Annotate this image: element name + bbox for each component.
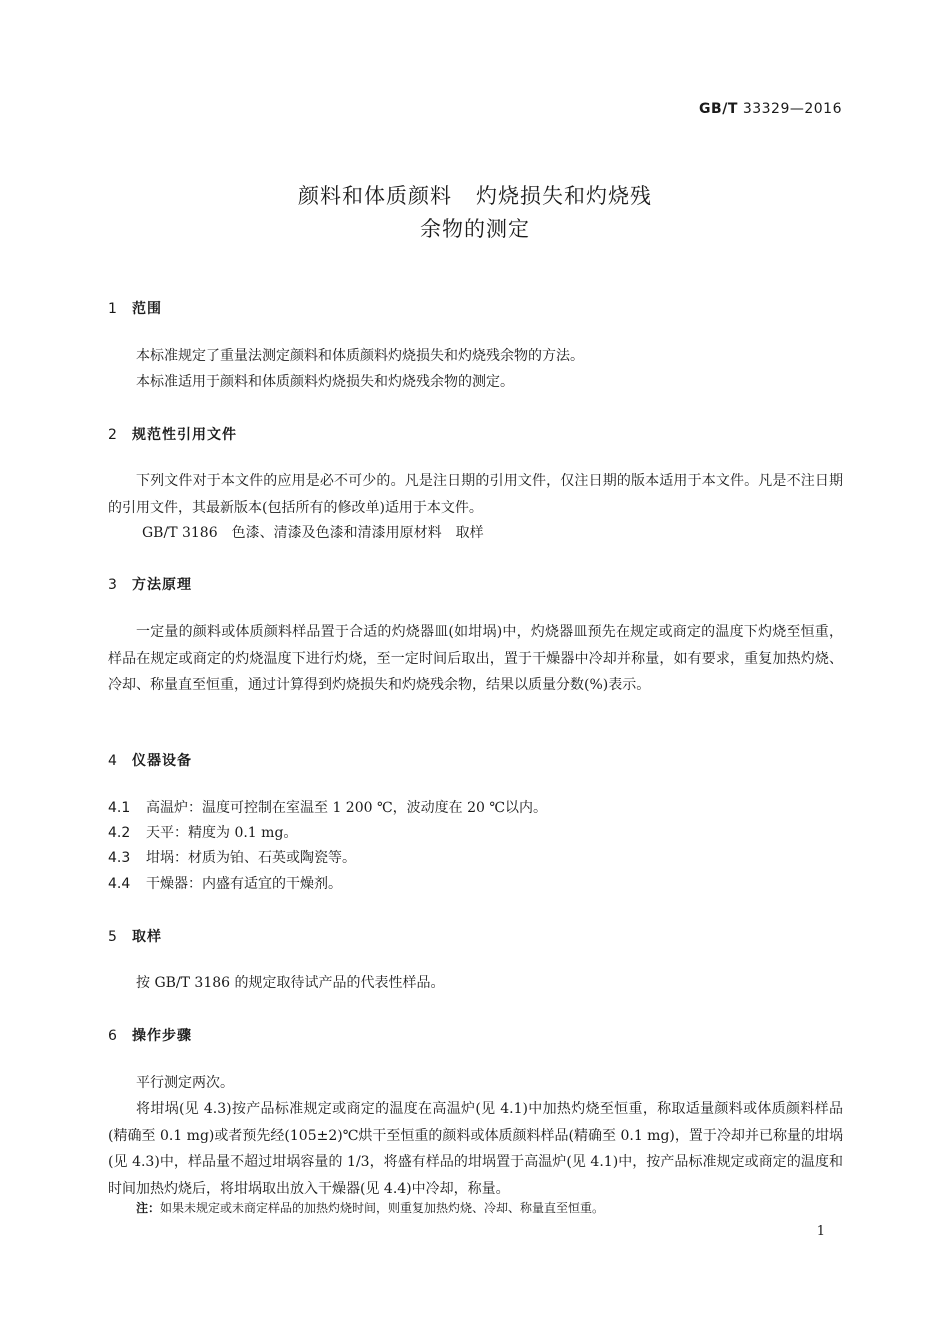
note xyxy=(136,1199,604,1216)
title-line-2: 余物的测定 xyxy=(420,217,530,241)
section-4-heading xyxy=(108,750,192,770)
section-1-heading xyxy=(108,298,162,318)
section-title: 规范性引用文件 xyxy=(132,427,237,443)
section-number: 4 xyxy=(108,753,118,769)
section-number: 1 xyxy=(108,301,118,317)
reference-title: 色漆、清漆及色漆和清漆用原材料 xyxy=(231,525,442,541)
section-title: 仪器设备 xyxy=(132,753,192,769)
section-1-paragraph-1: 本标准规定了重量法测定颜料和体质颜料灼烧损失和灼烧残余物的方法。 xyxy=(136,348,584,364)
standard-code-prefix: GB/T xyxy=(699,101,738,117)
section-6-paragraph-2: 将坩埚(见 4.3)按产品标准规定或商定的温度在高温炉(见 4.1)中加热灼烧至恒重，称取适量颜料或体质颜料样品(精确至 0.1 mg)或者预先经(105±2)℃烘干至恒重的颜料或体质颜料样品(精确至 0.1 mg)，置于冷却并已称量的坩埚(见 4.3)中，样品量不超过坩埚容量的 1/3，将盛有样品的坩埚置于高温炉(见 4.1)中，按产品标准规定或商定的温度和时间加热灼烧后，将坩埚取出放入干燥器(见 4.4)中冷却，称量。 xyxy=(108,1101,843,1197)
item-text: 干燥器：内盛有适宜的干燥剂。 xyxy=(146,876,342,892)
section-6-heading xyxy=(108,1025,192,1045)
section-2-paragraph-1: 下列文件对于本文件的应用是必不可少的。凡是注日期的引用文件，仅注日期的版本适用于本文件。凡是不注日期的引用文件，其最新版本(包括所有的修改单)适用于本文件。 xyxy=(108,473,843,516)
section-6-paragraph-1: 平行测定两次。 xyxy=(136,1075,234,1091)
title-line-1-part-2: 灼烧损失和灼烧残 xyxy=(476,184,652,208)
equipment-item xyxy=(108,820,843,846)
section-number: 2 xyxy=(108,427,118,443)
item-text: 天平：精度为 0.1 mg。 xyxy=(146,825,298,841)
item-text: 高温炉：温度可控制在室温至 1 200 ℃，波动度在 20 ℃以内。 xyxy=(146,800,548,816)
item-number: 4.3 xyxy=(108,850,131,866)
section-5-heading xyxy=(108,926,162,946)
section-2-heading xyxy=(108,424,237,444)
reference-code: GB/T 3186 xyxy=(142,525,218,541)
standard-code-number: 33329—2016 xyxy=(742,101,842,117)
section-3-heading xyxy=(108,574,192,594)
note-label: 注： xyxy=(136,1201,161,1215)
standard-code xyxy=(699,101,842,117)
item-number: 4.1 xyxy=(108,800,131,816)
equipment-item xyxy=(108,871,843,897)
item-text: 坩埚：材质为铂、石英或陶瓷等。 xyxy=(146,850,356,866)
section-3-paragraph-1: 一定量的颜料或体质颜料样品置于合适的灼烧器皿(如坩埚)中，灼烧器皿预先在规定或商定的温度下灼烧至恒重，样品在规定或商定的灼烧温度下进行灼烧，至一定时间后取出，置于干燥器中冷却并称量，如有要求，重复加热灼烧、冷却、称量直至恒重，通过计算得到灼烧损失和灼烧残余物，结果以质量分数(%)表示。 xyxy=(108,624,843,693)
equipment-item xyxy=(108,795,843,821)
section-1-paragraph-2: 本标准适用于颜料和体质颜料灼烧损失和灼烧残余物的测定。 xyxy=(136,374,514,390)
item-number: 4.2 xyxy=(108,825,131,841)
section-title: 操作步骤 xyxy=(132,1028,192,1044)
note-text: 如果未规定或未商定样品的加热灼烧时间，则重复加热灼烧、冷却、称量直至恒重。 xyxy=(160,1201,605,1215)
title-line-1 xyxy=(0,180,950,213)
normative-reference xyxy=(142,522,484,542)
reference-suffix: 取样 xyxy=(455,525,484,541)
section-number: 6 xyxy=(108,1028,118,1044)
page-number: 1 xyxy=(816,1224,825,1239)
document-title xyxy=(0,180,950,246)
section-title: 方法原理 xyxy=(132,577,192,593)
section-number: 5 xyxy=(108,929,118,945)
item-number: 4.4 xyxy=(108,876,131,892)
section-title: 范围 xyxy=(132,301,162,317)
section-number: 3 xyxy=(108,577,118,593)
section-5-paragraph-1: 按 GB/T 3186 的规定取待试产品的代表性样品。 xyxy=(136,975,445,991)
equipment-item xyxy=(108,845,843,871)
title-line-1-part-1: 颜料和体质颜料 xyxy=(298,184,452,208)
section-title: 取样 xyxy=(132,929,162,945)
